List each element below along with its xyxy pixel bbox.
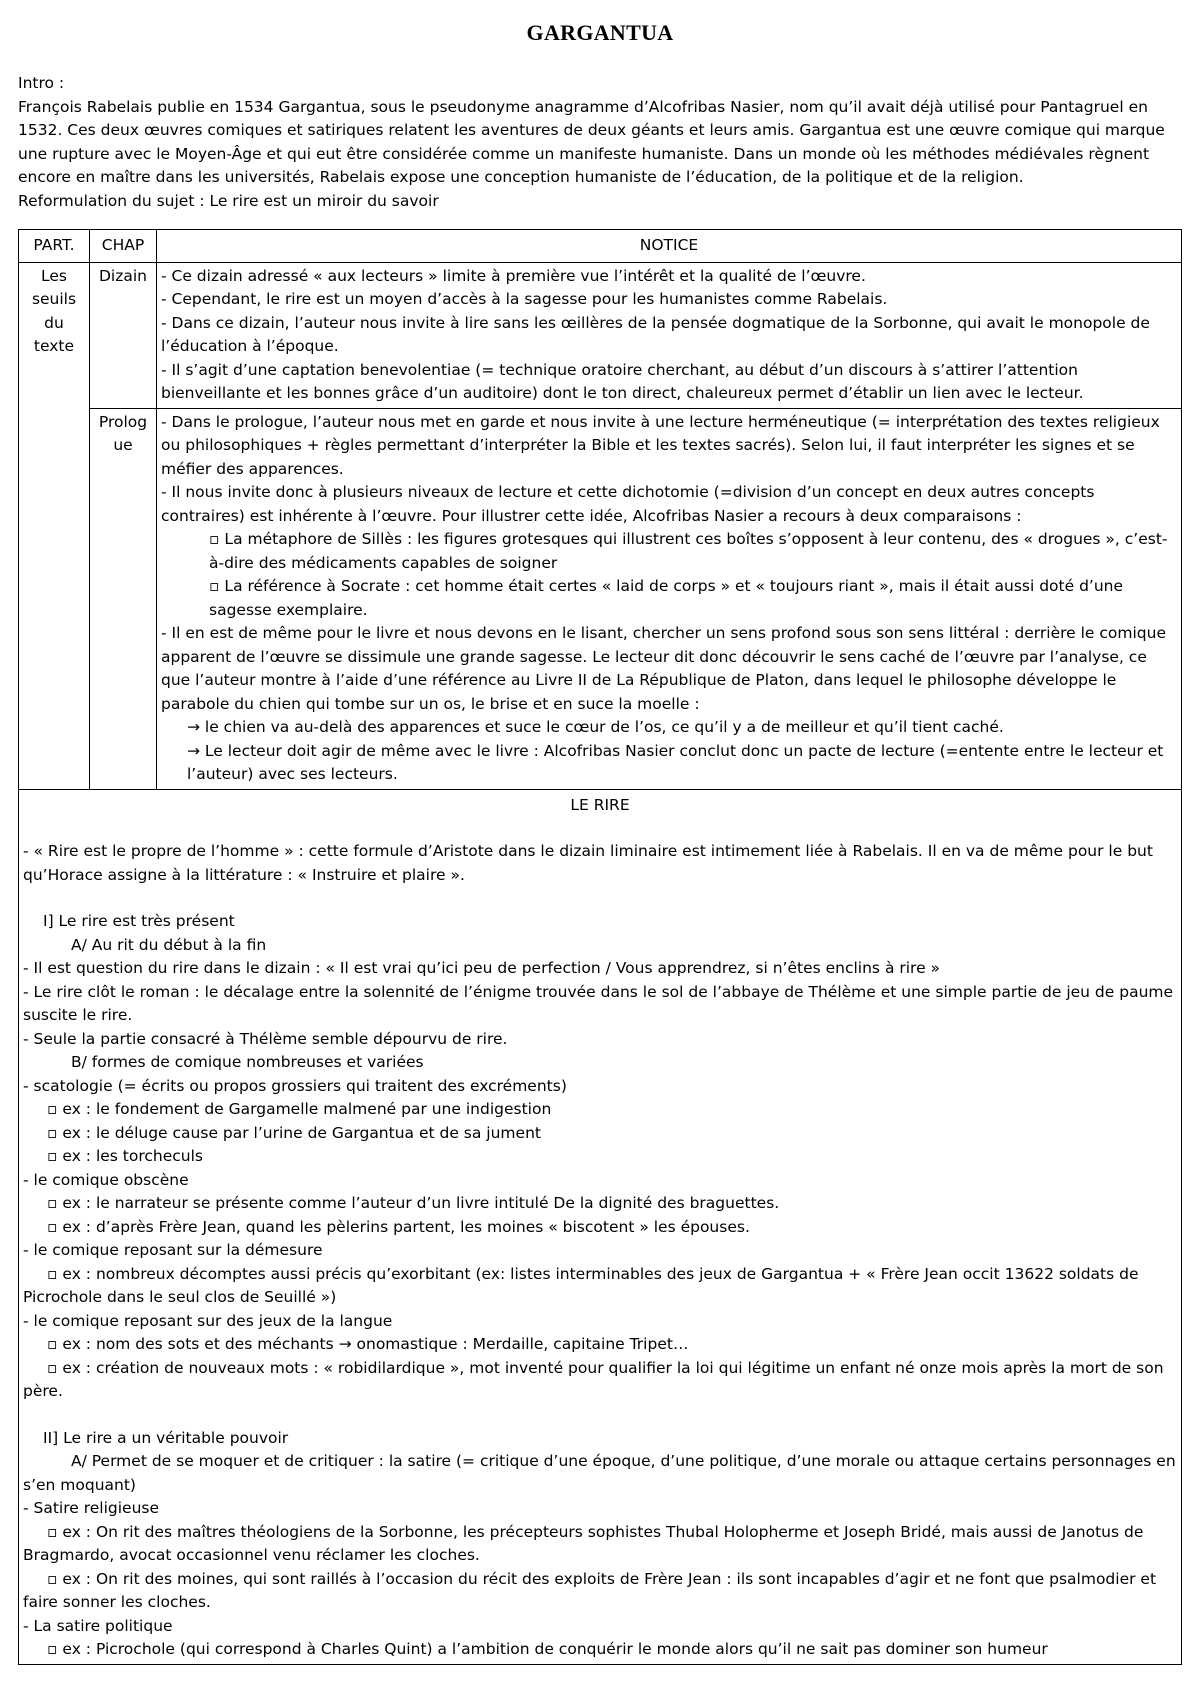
- rire-line: - Il est question du rire dans le dizain : « Il est vrai qu’ici peu de perfection / Vous apprendrez, si n’êtes enclins à rire »: [23, 959, 941, 977]
- notice-dizain: [157, 262, 1182, 408]
- rire-line: - Seule la partie consacré à Thélème semble dépourvu de rire.: [23, 1029, 508, 1048]
- prologue-bullet: ▫ La référence à Socrate : cet homme était certes « laid de corps » et « toujours riant », mais il était aussi doté d’une sagesse exemplaire.: [209, 577, 1124, 619]
- rire-example: ▫ ex : d’après Frère Jean, quand les pèlerins partent, les moines « biscotent » les épouses.: [47, 1217, 750, 1236]
- intro-label: Intro :: [18, 74, 65, 92]
- intro-paragraph: François Rabelais publie en 1534 Gargantua, sous le pseudonyme anagramme d’Alcofribas Nasier, nom qu’il avait déjà utilisé pour Pantagruel en 1532. Ces deux œuvres comiques et satiriques relatent les aventures de deux géants et leurs amis. Gargantua est une œuvre comique qui marque une rupture avec le Moyen-Âge et qui eut être considérée comme un manifeste humaniste. Dans un monde où les méthodes médiévales règnent encore en maître dans les universités, Rabelais expose une conception humaniste de l’éducation, de la politique et de la religion.: [18, 97, 1165, 186]
- rire-example: ▫ ex : On rit des maîtres théologiens de la Sorbonne, les précepteurs sophistes Thubal Holopherme et Joseph Bridé, mais aussi de Janotus de Bragmardo, avocat occasionnel venu réclamer les cloches.: [23, 1522, 1144, 1564]
- prologue-line: - Dans le prologue, l’auteur nous met en garde et nous invite à une lecture herméneutique (= interprétation des textes religieux ou philosophiques + règles permettant d’interpréter la Bible et les textes sacrés). Selon lui, il faut interpréter les signes et se méfier des apparences.: [161, 412, 1160, 478]
- rire-intro: - « Rire est le propre de l’homme » : cette formule d’Aristote dans le dizain liminaire est intimement liée à Rabelais. Il en va de même pour le but qu’Horace assigne à la littérature : « Instruire et plaire ».: [23, 842, 1153, 884]
- document-page: [18, 14, 1182, 1665]
- prologue-arrow: → Le lecteur doit agir de même avec le livre : Alcofribas Nasier conclut donc un pacte de lecture (=entente entre le lecteur et l’auteur) avec ses lecteurs.: [187, 741, 1164, 783]
- prologue-arrow: → le chien va au-delà des apparences et suce le cœur de l’os, ce qu’il y a de meilleur et qu’il tient caché.: [187, 718, 1004, 736]
- header-part: PART.: [19, 230, 90, 263]
- dizain-line: - Dans ce dizain, l’auteur nous invite à lire sans les œillères de la pensée dogmatique de la Sorbonne, qui avait le monopole de l’éducation à l’époque.: [161, 313, 1150, 355]
- rire-line: - scatologie (= écrits ou propos grossiers qui traitent des excréments): [23, 1076, 567, 1095]
- rire-example: ▫ ex : les torcheculs: [47, 1147, 203, 1165]
- header-notice: NOTICE: [157, 230, 1182, 263]
- rire-line: - La satire politique: [23, 1616, 173, 1635]
- rire-example: ▫ ex : le fondement de Gargamelle malmené par une indigestion: [47, 1100, 552, 1118]
- table-row-dizain: [19, 262, 1182, 408]
- rire-example: ▫ ex : Picrochole (qui correspond à Charles Quint) a l’ambition de conquérir le monde alors qu’il ne sait pas dominer son humeur: [47, 1640, 1048, 1658]
- chap-prologue: [90, 408, 157, 789]
- header-chap: CHAP: [90, 230, 157, 263]
- prologue-line: - Il en est de même pour le livre et nous devons en le lisant, chercher un sens profond sous son sens littéral : derrière le comique apparent de l’œuvre se dissimule une grande sagesse. Le lecteur dit donc découvrir le sens caché de l’œuvre par l’analyse, ce que l’auteur montre à l’aide d’une référence au Livre II de La République de Platon, dans lequel le philosophe développe le parabole du chien qui tombe sur un os, le brise et en suce la moelle :: [161, 624, 1166, 713]
- rire-example: ▫ ex : création de nouveaux mots : « robidilardique », mot inventé pour qualifier la loi qui légitime un enfant né onze mois après la mort de son père.: [23, 1358, 1164, 1400]
- chap-prologue-label: Prologue: [98, 412, 148, 454]
- rire-example: ▫ ex : le déluge cause par l’urine de Gargantua et de sa jument: [47, 1123, 541, 1142]
- rire-line: - le comique reposant sur la démesure: [23, 1241, 323, 1259]
- prologue-line: - Il nous invite donc à plusieurs niveaux de lecture et cette dichotomie (=division d’un concept en deux autres concepts contraires) est inhérente à l’œuvre. Pour illustrer cette idée, Alcofribas Nasier a recours à deux comparaisons :: [161, 483, 1095, 525]
- rire-line: - le comique obscène: [23, 1170, 189, 1189]
- rire-part2-heading: II] Le rire a un véritable pouvoir: [43, 1428, 289, 1447]
- table-row-prologue: [19, 408, 1182, 789]
- dizain-line: - Cependant, le rire est un moyen d’accès à la sagesse pour les humanistes comme Rabelais.: [161, 290, 888, 308]
- table-header-row: [19, 230, 1182, 263]
- prologue-bullet: ▫ La métaphore de Sillès : les figures grotesques qui illustrent ces boîtes s’opposent à leur contenu, des « drogues », c’est-à-dire des médicaments capables de soigner: [209, 530, 1168, 572]
- rire-section: [19, 789, 1182, 1664]
- rire-line: - le comique reposant sur des jeux de la langue: [23, 1311, 393, 1330]
- rire-line: - Satire religieuse: [23, 1499, 160, 1517]
- rire-example: ▫ ex : le narrateur se présente comme l’auteur d’un livre intitulé De la dignité des braguettes.: [47, 1194, 780, 1212]
- rire-example: ▫ ex : nom des sots et des méchants → onomastique : Merdaille, capitaine Tripet…: [47, 1335, 689, 1353]
- intro-section: [18, 72, 1182, 213]
- rire-subheading: A/ Permet de se moquer et de critiquer : la satire (= critique d’une époque, d’une politique, d’une morale ou attaque certains personnages en s’en moquant): [23, 1452, 1176, 1494]
- notice-prologue: [157, 408, 1182, 789]
- dizain-line: - Ce dizain adressé « aux lecteurs » limite à première vue l’intérêt et la qualité de l’œuvre.: [161, 266, 866, 285]
- notice-table: [18, 229, 1182, 1665]
- dizain-line: - Il s’agit d’une captation benevolentiae (= technique oratoire cherchant, au début d’un discours à s’attirer l’attention bienveillante et les bonnes grâce d’un auditoire) dont le ton direct, chaleureux permet d’établir un lien avec le lecteur.: [161, 360, 1084, 402]
- rire-title: LE RIRE: [570, 795, 630, 814]
- part-cell: Les seuils du texte: [19, 262, 90, 789]
- rire-line: - Le rire clôt le roman : le décalage entre la solennité de l’énigme trouvée dans le sol de l’abbaye de Thélème et une simple partie de jeu de paume suscite le rire.: [23, 982, 1174, 1024]
- page-title: GARGANTUA: [526, 20, 674, 45]
- intro-reformulation: Reformulation du sujet : Le rire est un miroir du savoir: [18, 191, 439, 210]
- rire-part1-heading: I] Le rire est très présent: [43, 912, 235, 930]
- rire-subheading: A/ Au rit du début à la fin: [71, 935, 267, 954]
- table-row-rire: [19, 789, 1182, 1664]
- chap-dizain: Dizain: [90, 262, 157, 408]
- rire-subheading: B/ formes de comique nombreuses et variées: [71, 1053, 424, 1071]
- rire-example: ▫ ex : nombreux décomptes aussi précis qu’exorbitant (ex: listes interminables des jeux de Gargantua + « Frère Jean occit 13622 soldats de Picrochole dans le seul clos de Seuillé »): [23, 1264, 1139, 1306]
- rire-example: ▫ ex : On rit des moines, qui sont raillés à l’occasion du récit des exploits de Frère Jean : ils sont incapables d’agir et ne font que psalmodier et faire sonner les cloches.: [23, 1569, 1157, 1611]
